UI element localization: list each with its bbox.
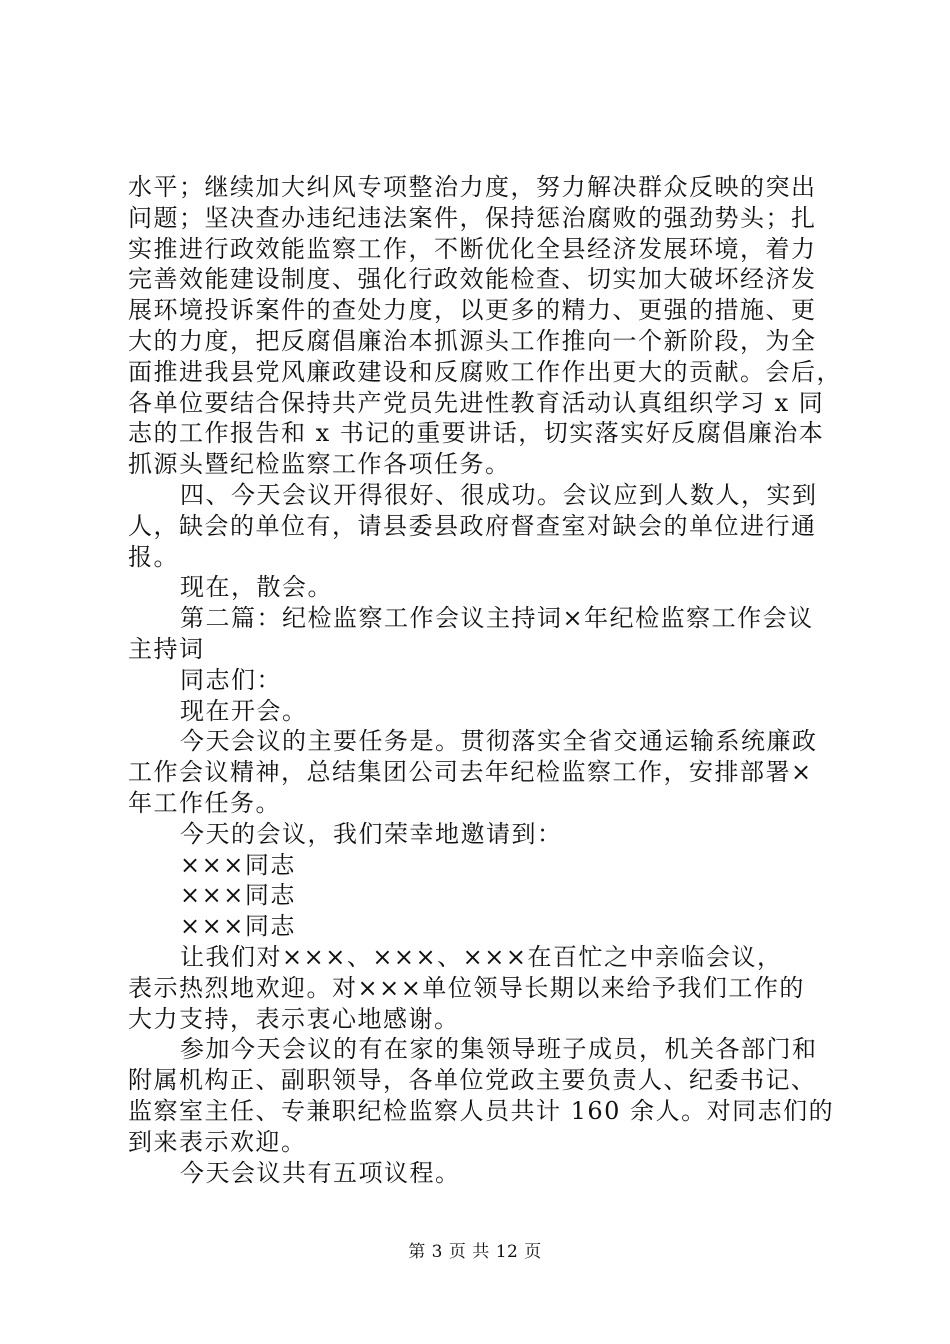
text-line: 今天会议的主要任务是。贯彻落实全省交通运输系统廉政: [180, 727, 818, 756]
text-line: 今天会议共有五项议程。: [180, 1158, 461, 1187]
text-line: 四、今天会议开得很好、很成功。会议应到人数人，实到: [180, 480, 818, 509]
text-line: ×××同志: [180, 912, 296, 941]
text-line: ×××同志: [180, 881, 296, 910]
text-line: 大的力度，把反腐倡廉治本抓源头工作推向一个新阶段，为全: [128, 326, 817, 355]
text-line: 第二篇：纪检监察工作会议主持词×年纪检监察工作会议: [180, 604, 814, 633]
page-footer: 第 3 页 共 12 页: [408, 1242, 542, 1262]
text-line: 监察室主任、专兼职纪检监察人员共计 160 余人。对同志们的: [128, 1096, 835, 1125]
document-body: [128, 172, 842, 1188]
text-line: 让我们对×××、×××、×××在百忙之中亲临会议，: [180, 942, 783, 971]
text-line: 报。: [128, 542, 179, 571]
text-line: 面推进我县党风廉政建设和反腐败工作作出更大的贡献。会后，: [128, 357, 842, 386]
text-line: 主持词: [128, 634, 205, 663]
text-line: 到来表示欢迎。: [128, 1127, 307, 1156]
text-line: 现在，散会。: [180, 573, 333, 602]
text-line: 年工作任务。: [128, 788, 281, 817]
text-line: 现在开会。: [180, 696, 308, 725]
text-line: 人，缺会的单位有，请县委县政府督查室对缺会的单位进行通: [128, 511, 817, 540]
text-line: ×××同志: [180, 850, 296, 879]
text-line: 表示热烈地欢迎。对×××单位领导长期以来给予我们工作的: [128, 973, 805, 1002]
text-line: 各单位要结合保持共产党员先进性教育活动认真组织学习 x 同: [128, 388, 825, 417]
text-line: 抓源头暨纪检监察工作各项任务。: [128, 450, 511, 479]
text-line: 展环境投诉案件的查处力度，以更多的精力、更强的措施、更: [128, 296, 817, 325]
text-line: 同志们：: [180, 665, 282, 694]
text-line: 工作会议精神，总结集团公司去年纪检监察工作，安排部署×: [128, 758, 813, 787]
text-line: 水平；继续加大纠风专项整治力度，努力解决群众反映的突出: [128, 173, 817, 201]
text-line: 参加今天会议的有在家的集领导班子成员，机关各部门和: [180, 1035, 818, 1064]
text-line: 实推进行政效能监察工作，不断优化全县经济发展环境，着力: [128, 234, 817, 263]
text-line: 大力支持，表示衷心地感谢。: [128, 1004, 460, 1033]
text-line: 今天的会议，我们荣幸地邀请到：: [180, 819, 563, 848]
text-line: 完善效能建设制度、强化行政效能检查、切实加大破坏经济发: [128, 265, 817, 294]
text-line: 问题；坚决查办违纪违法案件，保持惩治腐败的强劲势头；扎: [128, 203, 817, 232]
text-line: 附属机构正、副职领导，各单位党政主要负责人、纪委书记、: [128, 1066, 817, 1095]
text-line: 志的工作报告和 x 书记的重要讲话，切实落实好反腐倡廉治本: [128, 419, 825, 448]
